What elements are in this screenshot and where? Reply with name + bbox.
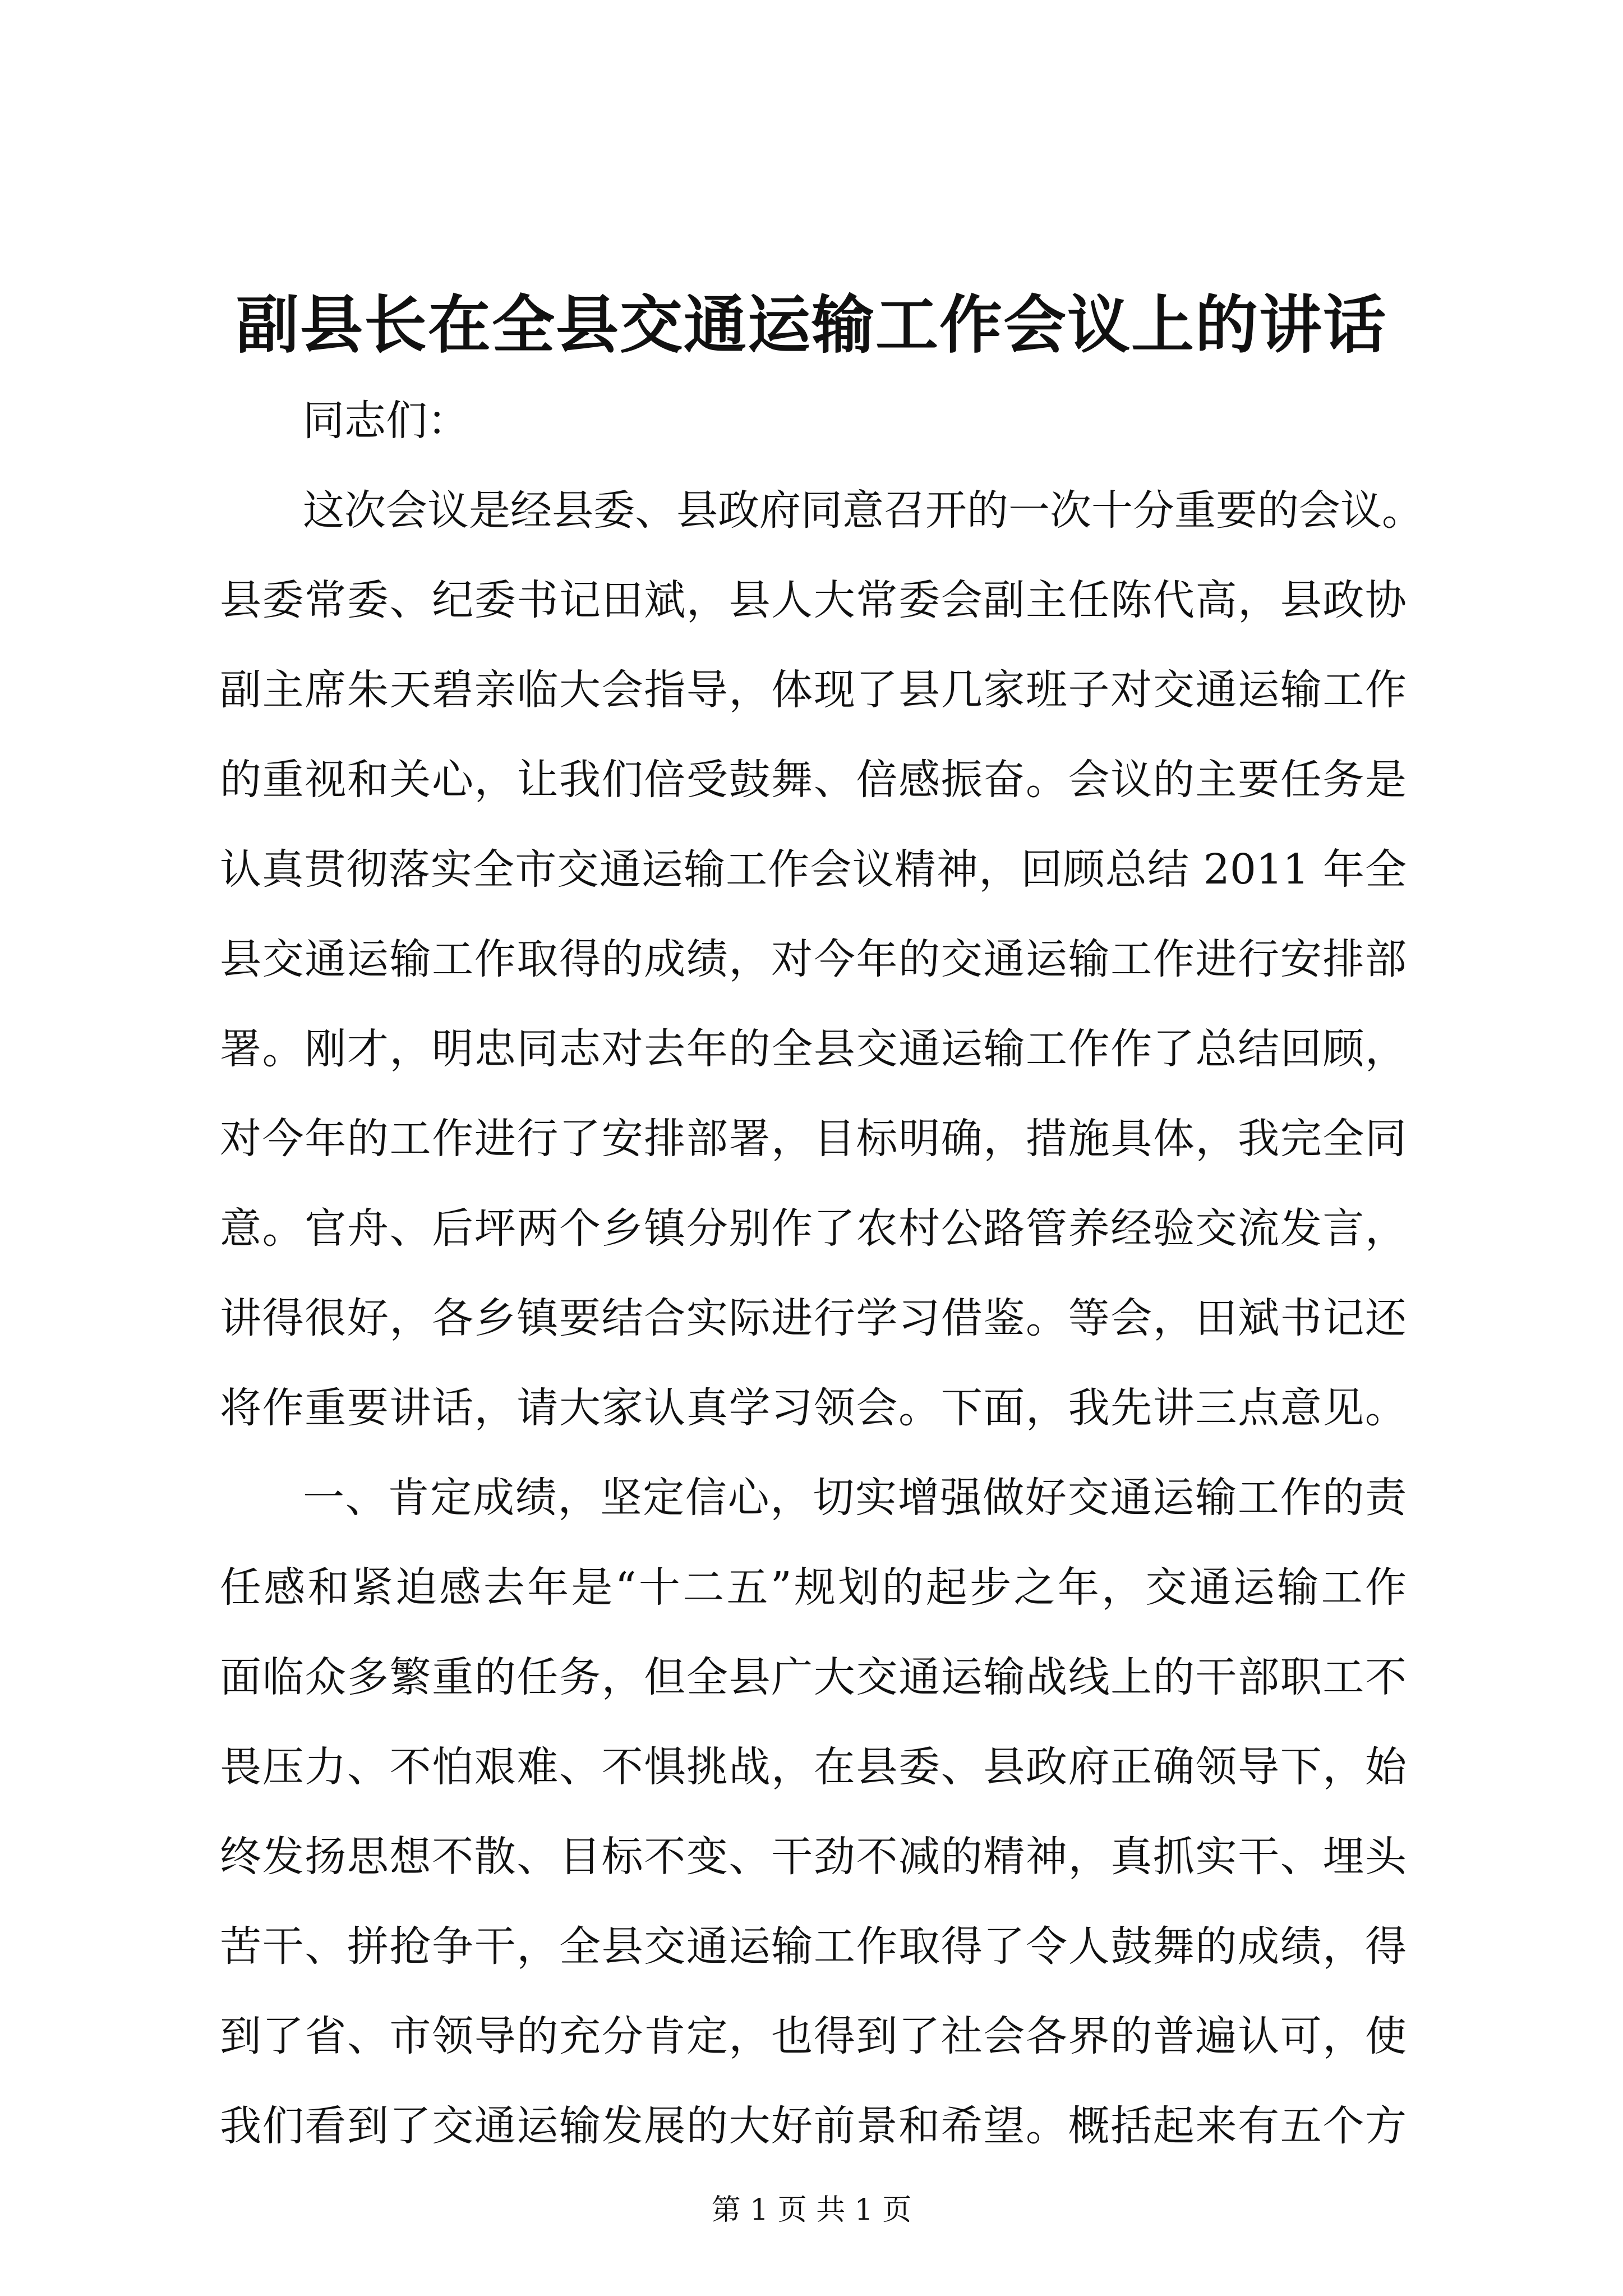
paragraph-line: 到了省、市领导的充分肯定，也得到了社会各界的普遍认可，使 xyxy=(220,2012,1407,2060)
paragraph-line: 对今年的工作进行了安排部署，目标明确，措施具体，我完全同 xyxy=(220,1115,1407,1163)
paragraph-line: 我们看到了交通运输发展的大好前景和希望。概括起来有五个方 xyxy=(220,2102,1407,2150)
paragraph-line: 终发扬思想不散、目标不变、干劲不减的精神，真抓实干、埋头 xyxy=(220,1833,1407,1881)
paragraph-line: 署。刚才，明忠同志对去年的全县交通运输工作作了总结回顾， xyxy=(220,1025,1407,1073)
salutation-line: 同志们： xyxy=(303,397,469,445)
section-heading-line: 一、肯定成绩，坚定信心，切实增强做好交通运输工作的责 xyxy=(303,1474,1407,1522)
paragraph-line: 的重视和关心，让我们倍受鼓舞、倍感振奋。会议的主要任务是 xyxy=(220,756,1407,804)
paragraph-line: 任感和紧迫感去年是“十二五”规划的起步之年，交通运输工作 xyxy=(220,1563,1407,1612)
paragraph-line: 将作重要讲话，请大家认真学习领会。下面，我先讲三点意见。 xyxy=(220,1384,1407,1432)
paragraph-line: 苦干、拼抢争干，全县交通运输工作取得了令人鼓舞的成绩，得 xyxy=(220,1922,1407,1971)
paragraph-line: 认真贯彻落实全市交通运输工作会议精神，回顾总结 2011 年全 xyxy=(220,845,1407,894)
paragraph-line: 副主席朱天碧亲临大会指导，体现了县几家班子对交通运输工作 xyxy=(220,666,1407,714)
page-footer: 第 1 页 共 1 页 xyxy=(711,2193,912,2227)
paragraph-line: 面临众多繁重的任务，但全县广大交通运输战线上的干部职工不 xyxy=(220,1653,1407,1701)
paragraph-line: 畏压力、不怕艰难、不惧挑战，在县委、县政府正确领导下，始 xyxy=(220,1743,1407,1791)
paragraph-line: 县交通运输工作取得的成绩，对今年的交通运输工作进行安排部 xyxy=(220,935,1407,983)
paragraph-line: 县委常委、纪委书记田斌，县人大常委会副主任陈代高，县政协 xyxy=(220,576,1407,624)
paragraph-line: 这次会议是经县委、县政府同意召开的一次十分重要的会议。 xyxy=(303,486,1423,535)
paragraph-line: 讲得很好，各乡镇要结合实际进行学习借鉴。等会，田斌书记还 xyxy=(220,1294,1407,1342)
paragraph-line: 意。官舟、后坪两个乡镇分别作了农村公路管养经验交流发言， xyxy=(220,1204,1407,1253)
document-title: 副县长在全县交通运输工作会议上的讲话 xyxy=(236,288,1387,362)
